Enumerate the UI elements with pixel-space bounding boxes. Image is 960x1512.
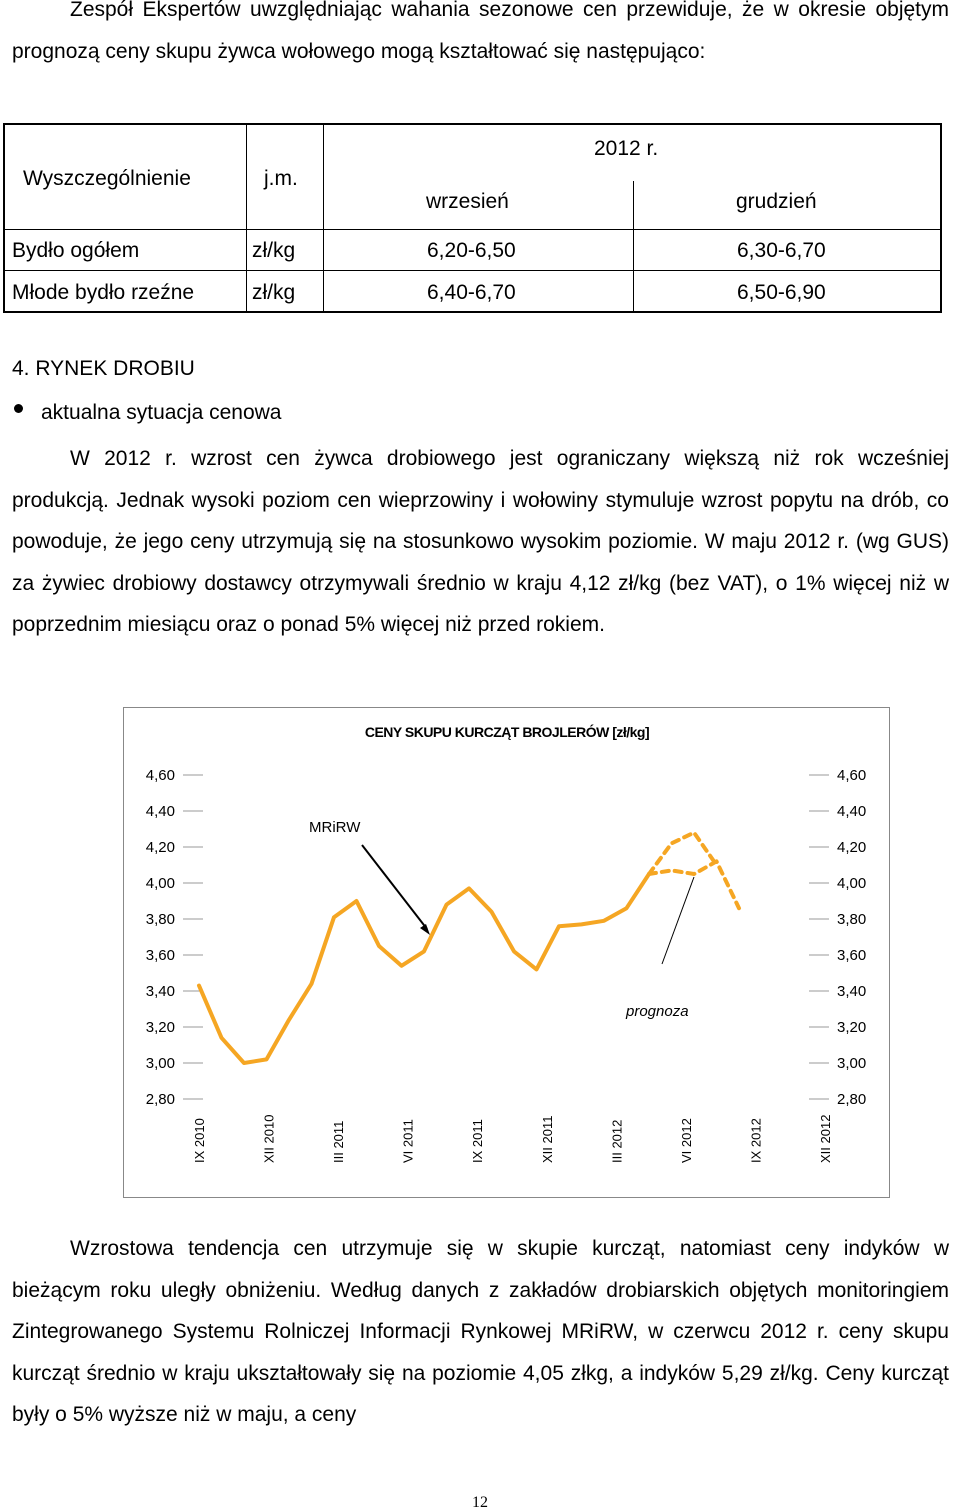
row-unit: zł/kg (252, 281, 296, 304)
bullet-heading: aktualna sytuacja cenowa (41, 401, 282, 424)
chart-canvas (124, 708, 889, 1197)
y-tick-label-left: 4,40 (145, 803, 175, 820)
beef-price-table (3, 123, 942, 313)
header-september: wrzesień (426, 190, 509, 213)
x-tick-label: XII 2012 (818, 1114, 833, 1163)
row-sep-value: 6,20-6,50 (427, 239, 516, 262)
y-tick-label-left: 3,60 (145, 947, 175, 964)
chart-title: CENY SKUPU KURCZĄT BROJLERÓW [zł/kg] (364, 724, 650, 740)
y-tick-label-left: 3,00 (145, 1055, 175, 1072)
annotation-arrow-line (362, 845, 427, 929)
x-tick-label: IX 2012 (748, 1118, 764, 1163)
header-unit: j.m. (264, 167, 298, 190)
row-item: Bydło ogółem (12, 239, 140, 262)
series-line-actual (199, 874, 649, 1063)
x-tick-label: III 2012 (609, 1119, 625, 1163)
y-tick-label-left: 4,00 (145, 875, 175, 892)
y-tick-label-left: 3,40 (145, 983, 175, 1000)
header-item: Wyszczególnienie (23, 167, 191, 190)
y-tick-label-right: 3,40 (837, 983, 867, 1000)
annotation-arrowhead (420, 924, 430, 935)
y-tick-label-right: 4,40 (837, 803, 867, 820)
y-tick-label-right: 3,20 (837, 1019, 867, 1036)
annotation-mririw: MRiRW (309, 819, 361, 836)
x-tick-label: VI 2012 (678, 1118, 694, 1163)
y-tick-label-left: 3,20 (145, 1019, 175, 1036)
y-tick-label-left: 4,60 (145, 767, 175, 784)
header-year: 2012 r. (594, 137, 659, 160)
forecast-pointer-line (662, 877, 694, 964)
row-sep-value: 6,40-6,70 (427, 281, 516, 304)
series-line-forecast-lower (649, 861, 739, 908)
section-heading: 4. RYNEK DROBIU (12, 357, 195, 380)
row-dec-value: 6,50-6,90 (737, 281, 826, 304)
row-item: Młode bydło rzeźne (12, 281, 195, 304)
page-number: 12 (472, 1494, 488, 1511)
header-december: grudzień (736, 190, 817, 213)
row-dec-value: 6,30-6,70 (737, 239, 826, 262)
y-tick-label-right: 4,00 (837, 875, 867, 892)
turkey-paragraph: Wzrostowa tendencja cen utrzymuje się w skupie kurcząt, natomiast ceny indyków w bieżącym roku uległy obniżeniu. Według danych z zakładów drobiarskich objętych monitoringiem Zintegrowanego Systemu Rolniczej Informacji Rynkowej MRiRW, w czerwcu 2012 r. ceny skupu kurcząt średnio w kraju ukształtowały się na poziomie 4,05 złkg, a indyków 5,29 zł/kg. Ceny kurcząt były o 5% wyższe niż w maju, a ceny (12, 1237, 949, 1426)
bullet-icon (14, 404, 23, 413)
y-tick-label-left: 4,20 (145, 839, 175, 856)
x-tick-label: XII 2010 (261, 1114, 277, 1163)
annotation-forecast: prognoza (626, 1003, 689, 1020)
y-tick-label-right: 4,20 (837, 839, 867, 856)
y-tick-label-right: 3,60 (837, 947, 867, 964)
x-tick-label: VI 2011 (400, 1119, 416, 1163)
x-tick-label: IX 2011 (470, 1119, 486, 1163)
y-tick-label-right: 3,00 (837, 1055, 867, 1072)
y-tick-label-right: 4,60 (837, 767, 867, 784)
x-tick-label: III 2011 (331, 1120, 347, 1163)
x-tick-label: IX 2010 (192, 1118, 207, 1163)
intro-paragraph: Zespół Ekspertów uwzględniając wahania sezonowe cen przewiduje, że w okresie objętym prognozą ceny skupu żywca wołowego mogą kształtować się następująco: (12, 0, 949, 63)
y-tick-label-right: 2,80 (837, 1091, 867, 1108)
y-tick-label-left: 3,80 (145, 911, 175, 928)
poultry-paragraph: W 2012 r. wzrost cen żywca drobiowego jest ograniczany większą niż rok wcześniej produkcją. Jednak wysoki poziom cen wieprzowiny i wołowiny stymuluje wzrost popytu na drób, co powoduje, że jego ceny utrzymują się na stosunkowo wysokim poziomie. W maju 2012 r. (wg GUS) za żywiec drobiowy dostawcy otrzymywali średnio w kraju 4,12 zł/kg (bez VAT), o 1% więcej niż w poprzednim miesiącu oraz o ponad 5% więcej niż przed rokiem. (12, 447, 949, 636)
x-tick-label: XII 2011 (539, 1115, 555, 1163)
y-tick-label-left: 2,80 (145, 1091, 175, 1108)
y-tick-label-right: 3,80 (837, 911, 867, 928)
broiler-price-chart (123, 707, 890, 1198)
row-unit: zł/kg (252, 239, 296, 262)
